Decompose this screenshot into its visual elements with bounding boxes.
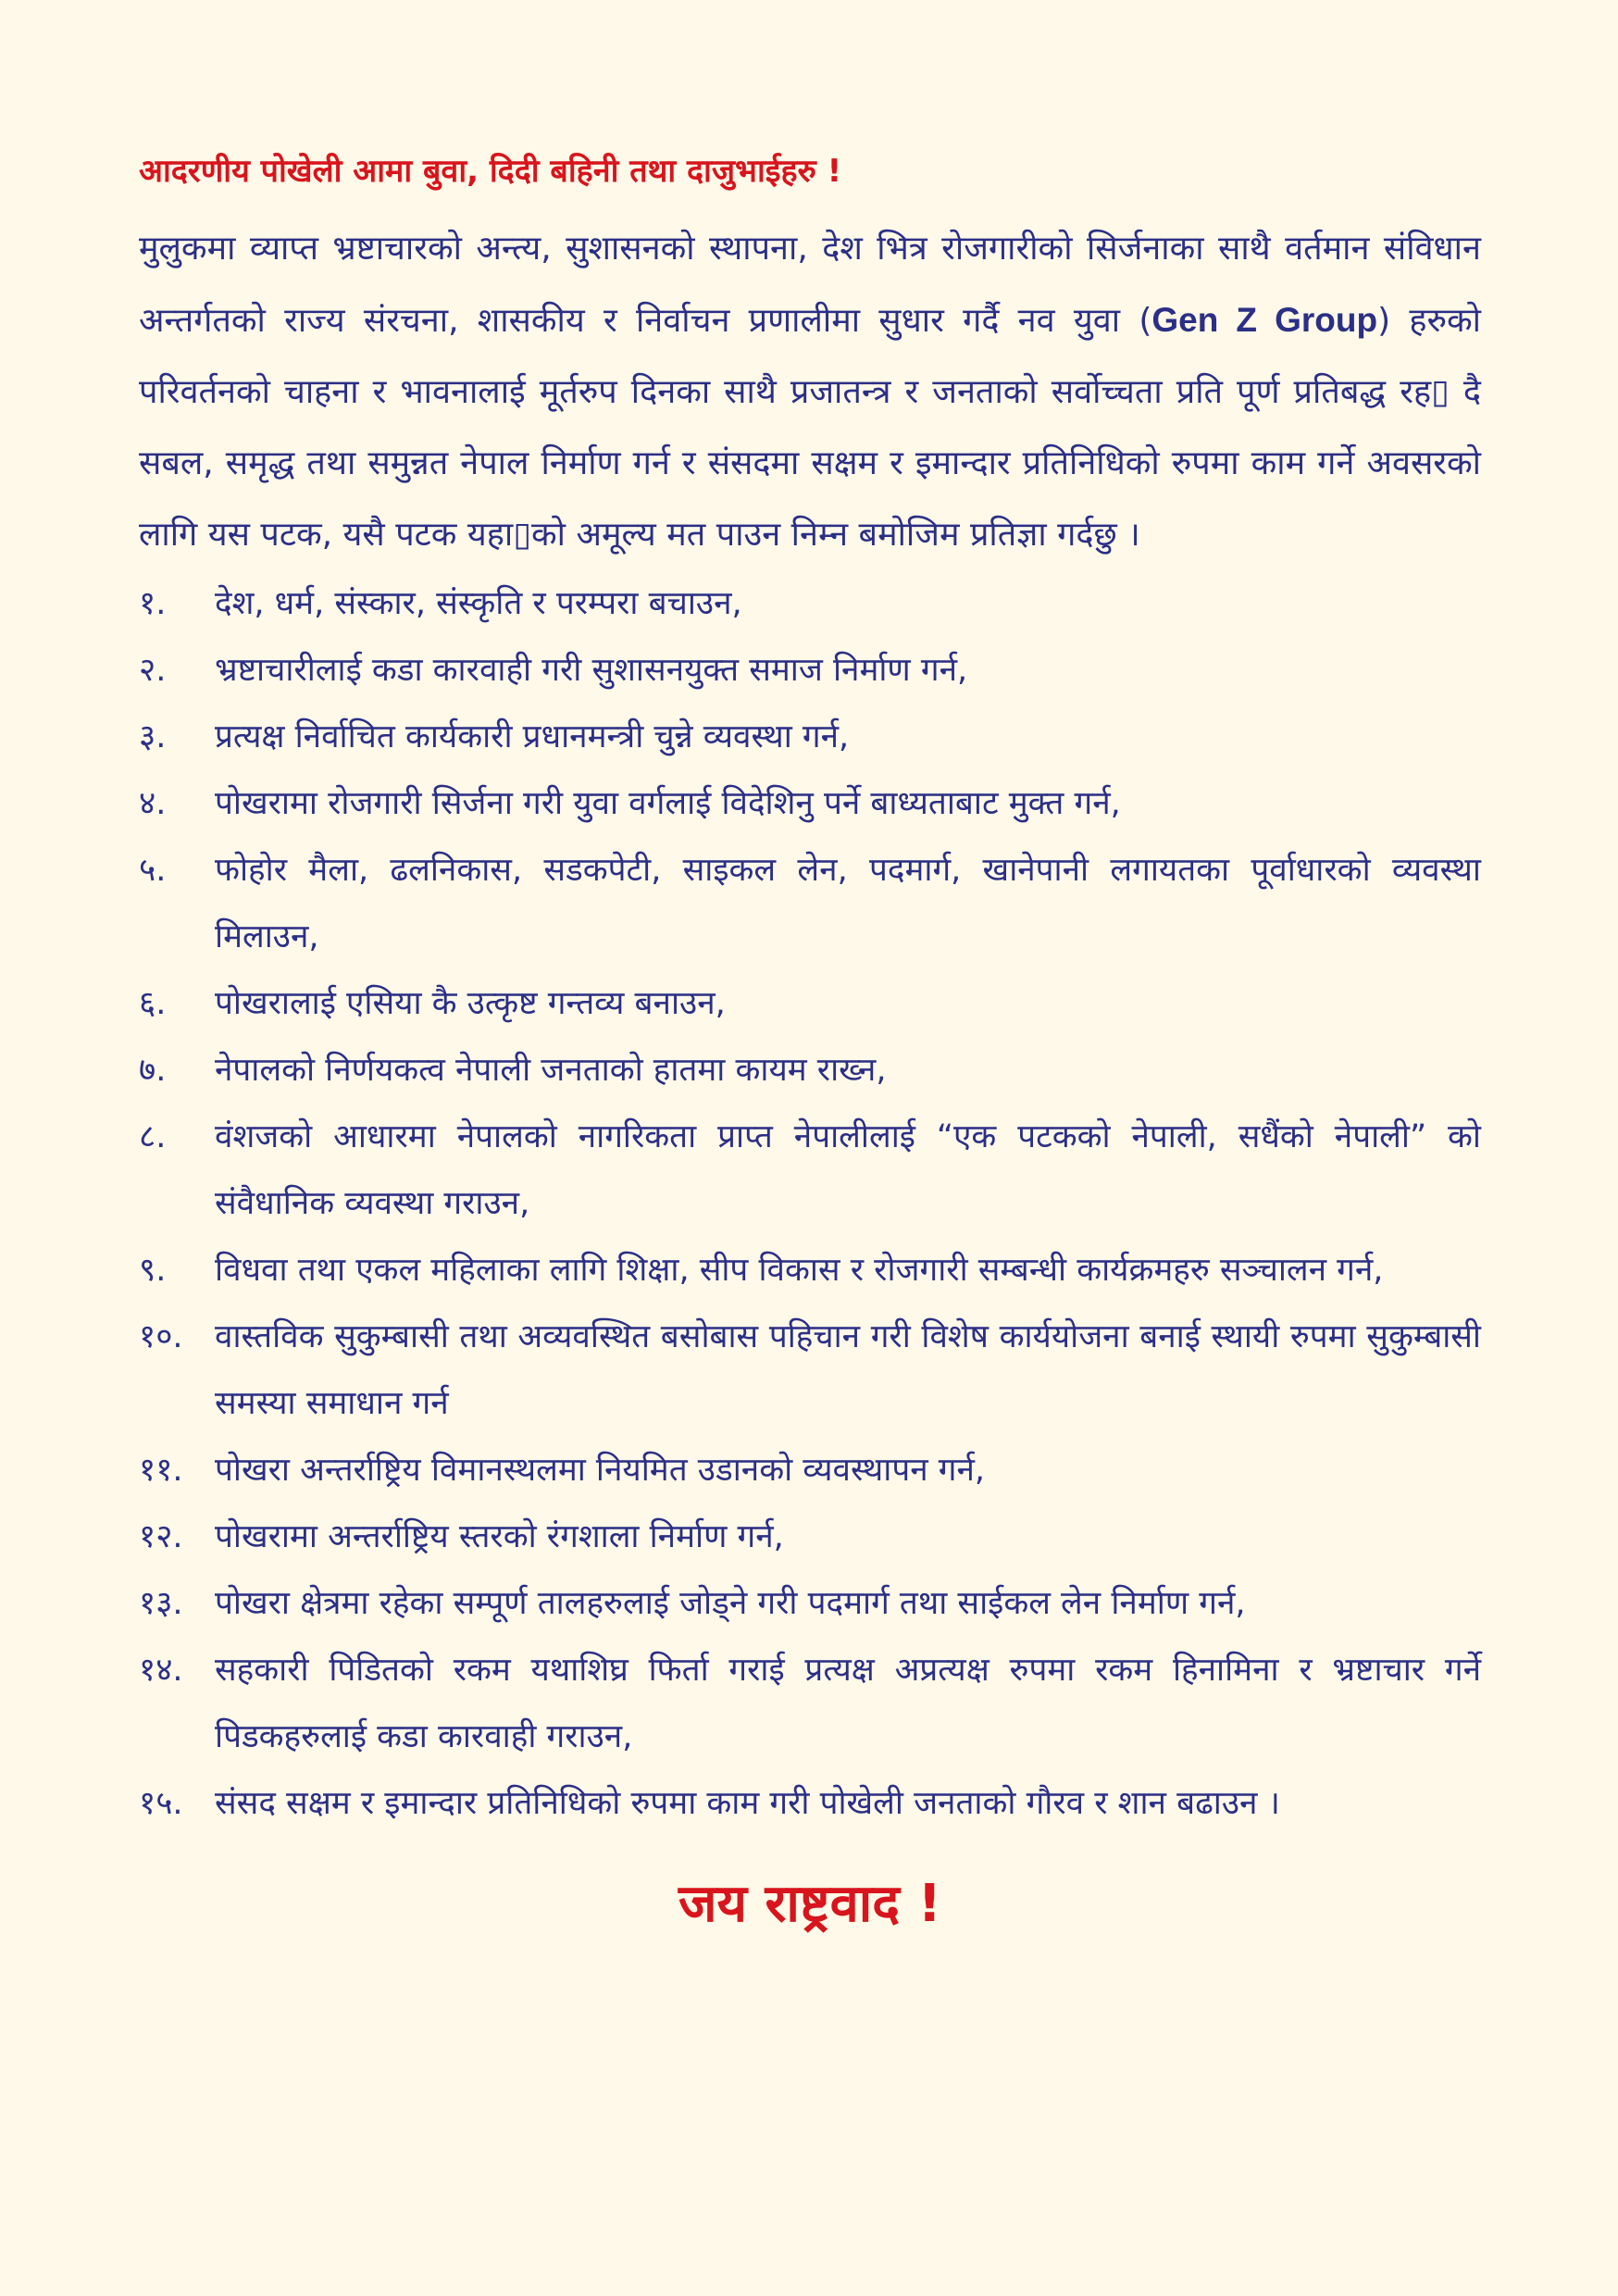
pledge-number: ४. bbox=[139, 785, 167, 822]
pledge-text: सहकारी पिडितको रकम यथाशिघ्र फिर्ता गराई प्रत्यक्ष अप्रत्यक्ष रुपमा रकम हिनामिना र भ्रष्टाचार गर्ने पिडकहरुलाई कडा कारवाही गराउन, bbox=[215, 1652, 1481, 1755]
pledge-item bbox=[139, 637, 1481, 704]
pledge-item bbox=[139, 1504, 1481, 1570]
pledge-number: १२. bbox=[139, 1518, 183, 1555]
pledge-item bbox=[139, 1304, 1481, 1437]
pledge-text: वंशजको आधारमा नेपालको नागरिकता प्राप्त नेपालीलाई “एक पटकको नेपाली, सधैंको नेपाली” को संवैधानिक व्यवस्था गराउन, bbox=[215, 1118, 1481, 1222]
gen-z-group-brand: Gen Z Group bbox=[1151, 301, 1378, 339]
pledge-number: ११. bbox=[139, 1452, 183, 1489]
pledge-item bbox=[139, 1570, 1481, 1637]
pledge-text: प्रत्यक्ष निर्वाचित कार्यकारी प्रधानमन्त्री चुन्ने व्यवस्था गर्न, bbox=[215, 718, 850, 755]
pledge-number: ७. bbox=[139, 1052, 167, 1089]
closing-slogan: जय राष्ट्रवाद ! bbox=[678, 1874, 942, 1934]
pledge-item bbox=[139, 837, 1481, 970]
pledge-number: २. bbox=[139, 652, 167, 689]
pledge-text: पोखरामा रोजगारी सिर्जना गरी युवा वर्गलाई विदेशिनु पर्ने बाध्यताबाट मुक्त गर्न, bbox=[215, 785, 1121, 822]
pledge-item bbox=[139, 1104, 1481, 1237]
intro-text-part1: मुलुकमा व्याप्त भ्रष्टाचारको अन्त्य, सुशासनको स्थापना, देश भित्र रोजगारीको सिर्जनाका साथै वर्तमान संविधान अन्तर्गतको राज्य संरचना, शासकीय र निर्वाचन प्रणालीमा सुधार गर्दै नव युवा ( bbox=[139, 230, 1481, 340]
pledge-item bbox=[139, 770, 1481, 837]
pledge-text: नेपालको निर्णयकत्व नेपाली जनताको हातमा कायम राख्न, bbox=[215, 1052, 887, 1089]
greeting-heading: आदरणीय पोखेली आमा बुवा, दिदी बहिनी तथा दाजुभाईहरु ! bbox=[139, 153, 842, 190]
pledge-text: भ्रष्टाचारीलाई कडा कारवाही गरी सुशासनयुक्त समाज निर्माण गर्न, bbox=[215, 652, 968, 689]
pledge-number: १३. bbox=[139, 1585, 183, 1622]
pledge-item bbox=[139, 1037, 1481, 1104]
intro-text-part2: ) हरुको परिवर्तनको चाहना र भावनालाई मूर्तरुप दिनका साथै प्रजातन्त्र र जनताको सर्वोच्चता प्रति पूर्ण प्रतिबद्ध रह▯ दै सबल, समृद्ध तथा समुन्नत नेपाल निर्माण गर्न र संसदमा सक्षम र इमान्दार प्रतिनिधिको रुपमा काम गर्ने अवसरको लागि यस पटक, यसै पटक यहा▯को अमूल्य मत पाउन निम्न बमोजिम प्रतिज्ञा गर्दछु । bbox=[139, 302, 1481, 554]
pledge-number: ३. bbox=[139, 718, 167, 755]
pledge-text: फोहोर मैला, ढलनिकास, सडकपेटी, साइकल लेन, पदमार्ग, खानेपानी लगायतका पूर्वाधारको व्यवस्था मिलाउन, bbox=[215, 852, 1481, 955]
pledge-item bbox=[139, 1437, 1481, 1504]
pledge-text: संसद सक्षम र इमान्दार प्रतिनिधिको रुपमा काम गरी पोखेली जनताको गौरव र शान बढाउन । bbox=[215, 1785, 1280, 1822]
pledge-item bbox=[139, 1237, 1481, 1304]
pledge-item bbox=[139, 1637, 1481, 1770]
pledge-number: ५. bbox=[139, 852, 167, 889]
pledge-text: पोखरा अन्तर्राष्ट्रिय विमानस्थलमा नियमित उडानको व्यवस्थापन गर्न, bbox=[215, 1452, 986, 1489]
pledge-item bbox=[139, 570, 1481, 637]
pledge-text: विधवा तथा एकल महिलाका लागि शिक्षा, सीप विकास र रोजगारी सम्बन्धी कार्यक्रमहरु सञ्चालन गर्न, bbox=[215, 1252, 1384, 1289]
pledge-number: ६. bbox=[139, 985, 167, 1022]
pledge-document bbox=[139, 139, 1481, 1946]
pledge-number: ९. bbox=[139, 1252, 167, 1289]
pledge-item bbox=[139, 1770, 1481, 1837]
intro-paragraph bbox=[139, 213, 1481, 570]
pledge-number: १५. bbox=[139, 1785, 183, 1822]
pledge-item bbox=[139, 970, 1481, 1037]
pledge-number: १. bbox=[139, 585, 167, 622]
pledge-text: देश, धर्म, संस्कार, संस्कृति र परम्परा बचाउन, bbox=[215, 585, 742, 622]
pledge-text: पोखरामा अन्तर्राष्ट्रिय स्तरको रंगशाला निर्माण गर्न, bbox=[215, 1518, 784, 1555]
pledge-number: १४. bbox=[139, 1652, 183, 1689]
pledge-text: पोखरालाई एसिया कै उत्कृष्ट गन्तव्य बनाउन, bbox=[215, 985, 726, 1022]
pledge-item bbox=[139, 704, 1481, 770]
pledge-list bbox=[139, 570, 1481, 1837]
pledge-text: पोखरा क्षेत्रमा रहेका सम्पूर्ण तालहरुलाई जोड्ने गरी पदमार्ग तथा साईकल लेन निर्माण गर्न, bbox=[215, 1585, 1246, 1622]
pledge-number: ८. bbox=[139, 1118, 167, 1155]
pledge-number: १०. bbox=[139, 1318, 183, 1355]
pledge-text: वास्तविक सुकुम्बासी तथा अव्यवस्थित बसोबास पहिचान गरी विशेष कार्ययोजना बनाई स्थायी रुपमा सुकुम्बासी समस्या समाधान गर्न bbox=[215, 1318, 1481, 1422]
